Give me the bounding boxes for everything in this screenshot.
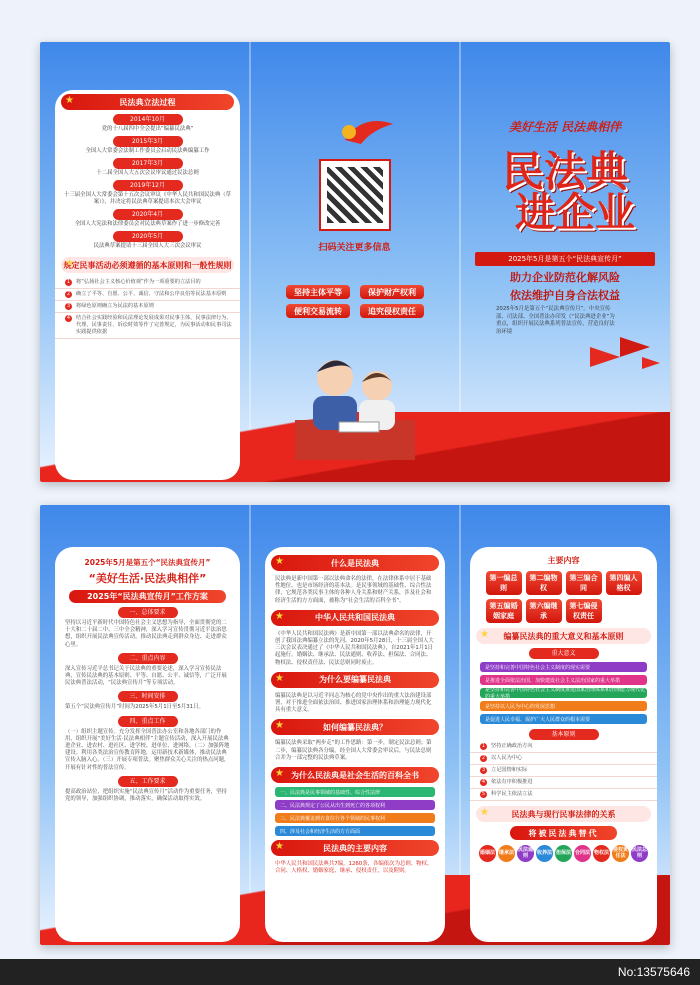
basic-principle (470, 753, 657, 765)
code-part: 第三编合同 (566, 571, 602, 595)
qr-code[interactable] (319, 159, 391, 231)
significance-item: 是坚持和完善中国特色社会主义制度的现实需要 (480, 662, 647, 672)
principle-button[interactable]: 保护财产权利 (360, 285, 424, 299)
replaced-law: 继承法 (498, 845, 515, 862)
cover-middle-panel (250, 42, 459, 482)
code-part: 第七编侵权责任 (566, 599, 602, 623)
principle-item (55, 277, 240, 289)
timeline-item (55, 231, 240, 250)
section-text: 提高政治站位，把组织实施“民法典宣传月”活动作为重要任务，坚持党的领导，加强组织协调，推动落实，确保活动取得实效。 (65, 788, 227, 803)
brochure-inside (40, 505, 670, 945)
principles-label: 基本原则 (529, 729, 599, 740)
cover-title-line1: 民法典 (501, 147, 628, 196)
basic-principle-text: 依法有序积极推进 (491, 779, 533, 785)
timeline (55, 114, 240, 250)
reason-item: 一、民法典是民事领域的基础性、综合性法律 (275, 787, 435, 797)
timeline-text: 十二届全国人大五次会议审议通过民法总则 (96, 170, 199, 176)
timeline-text: 十三届全国人大常委会第十五次会议审议《中华人民共和国民法典（草案）》，并决定将民法典草案提请本次大会审议 (63, 192, 232, 205)
timeline-text: 全国人大宪法和法律委员会对民法典草案作了进一步修改完善 (74, 221, 221, 227)
timeline-item (55, 136, 240, 155)
ribbon-emblem-icon (335, 114, 395, 148)
basic-principle (470, 765, 657, 777)
cover-body-text: 2025年5月是第五个“民法典宣传月”。中央宣传部、司法部、全国普法办印发《“民法典进企业”为重点，组织开展民法典系列普法宣传，营造良好法治环境 (496, 306, 615, 335)
principle-text: 结合社会实践经验和民法理论发展成果对民事主体、民事法律行为、代理、民事责任、诉讼时效等作了完善规定，为民事活动和民事司法实践提供依据 (76, 315, 232, 335)
basic-principle (470, 789, 657, 801)
flags-illustration (580, 327, 660, 407)
principle-item (55, 301, 240, 313)
number-badge-icon: 3 (66, 303, 71, 309)
code-name-header: ★ 中华人民共和国民法典 (271, 610, 439, 626)
replaced-law: 合同法 (574, 845, 591, 862)
section-label: 五、工作要求 (118, 776, 178, 787)
intro-text: 《中华人民共和国民法典》是新中国第一部以法典命名的法律，开创了我国法典编纂立法的先河。2020年5月28日，十三届全国人大三次会议表决通过了《中华人民共和国民法典》，自2021年1月1日起施行。婚姻法、继承法、民法通则、收养法、担保法、合同法、物权法、侵权责任法、民法总则同时废止。 (275, 630, 434, 666)
what-is-header: ★ 什么是民法典 (271, 555, 439, 571)
replaced-law: 侵权责任法 (612, 845, 629, 862)
replaced-banner: 将被民法典替代 (510, 826, 617, 840)
basic-principle (470, 777, 657, 789)
code-part: 第四编人格权 (606, 571, 642, 595)
code-part: 第六编继承 (526, 599, 562, 623)
encyclopedia-header: ★ 为什么民法典是社会生活的百科全书 (271, 767, 439, 783)
replaced-law: 民法总则 (631, 845, 648, 862)
cover-front-panel (460, 42, 670, 482)
section-label: 三、时间安排 (118, 691, 178, 702)
principle-text: 将“弘扬社会主义核心价值观”作为一项重要的立法目的 (76, 279, 201, 285)
number-badge-icon: 3 (481, 767, 486, 773)
number-badge-icon: 5 (481, 791, 486, 797)
number-badge-icon: 2 (481, 755, 486, 761)
principle-buttons (286, 285, 424, 318)
timeline-date: 2020年4月 (113, 209, 183, 220)
reason-item: 四、涉及社会和经济生活的方方面面 (275, 826, 435, 836)
principle-button[interactable]: 便利交易流转 (286, 304, 350, 318)
image-number: No:13575646 (617, 965, 690, 979)
number-badge-icon: 2 (66, 291, 71, 297)
section-text: 深入宣传习近平总书记关于民法典的重要论述，深入学习宣传民法典，宣传民法典的基本原则、平等、自愿、公平、诚信等，广泛开展民法典普法活动，“民法典宣传月”等专项活动。 (65, 665, 227, 687)
intro-text: 编纂民法典是以习近平同志为核心的党中央作出的重大法治建设部署，对于推进全面依法治国、推进国家治理体系和治理能力现代化具有重大意义。 (275, 692, 432, 714)
significance-item: 是推进全面依法治国、加快建设社会主义法治国家的重大举措 (480, 675, 647, 685)
section-label: 一、总体要求 (118, 607, 178, 618)
timeline-text: 全国人大常委会法制工作委员会启动民法典编纂工作 (85, 148, 210, 154)
main-content-card (470, 547, 657, 942)
timeline-date: 2015年3月 (113, 136, 183, 147)
significance-item: 是坚持和完善中国特色社会主义制度推进国家治理体系和治理能力现代化的重大举措 (480, 688, 647, 698)
replaced-law: 收养法 (536, 845, 553, 862)
timeline-text: 党的十八届四中全会提出“编纂民法典” (101, 126, 194, 132)
principle-text: 将绿色原则确立为民法的基本原则 (76, 303, 154, 309)
code-part: 第二编物权 (526, 571, 562, 595)
reason-item: 三、民法典覆盖到衣食住行各个领域的民事权利 (275, 813, 435, 823)
principle-button[interactable]: 坚持主体平等 (286, 285, 350, 299)
replaced-law: 物权法 (593, 845, 610, 862)
number-badge-icon: 4 (66, 315, 71, 321)
cover-subtitle-1: 助力企业防范化解风险 (510, 271, 620, 284)
basic-principle-text: 以人民为中心 (491, 755, 523, 761)
timeline-date: 2017年3月 (113, 158, 183, 169)
timeline-date: 2020年5月 (113, 231, 183, 242)
principle-item (55, 289, 240, 301)
brochure-outside (40, 42, 670, 482)
principle-text: 确立了平等、自愿、公平、诚信、守法和公序良俗等民法基本原则 (76, 291, 227, 297)
intro-text: 编纂民法典采取“两步走”的工作思路：第一步，制定民法总则；第二步，编纂民法典各分编，经全国人大常委会审议后，与民法总则合并为一部完整的民法典草案。 (275, 740, 432, 761)
civil-code-intro-card (265, 547, 445, 942)
legislation-header: ★ 民法典立法过程 (61, 94, 234, 110)
reason-item: 二、民法典规定了公民从出生到死亡的各项权利 (275, 800, 435, 810)
significance-item: 是促进人民幸福、保护广大人民群众的根本需要 (480, 714, 647, 724)
replaced-law: 担保法 (555, 845, 572, 862)
footer-bar (0, 959, 700, 985)
significance-item: 是坚持以人民为中心的发展思想 (480, 701, 647, 711)
principle-button[interactable]: 追究侵权责任 (360, 304, 424, 318)
basic-principle-text: 科学民主依法立法 (491, 791, 533, 797)
legislative-process-card (55, 90, 240, 480)
intro-text: 中华人民共和国民法典共7编，1260条，各编依次为总则、物权、合同、人格权、婚姻家庭、继承、侵权责任，以及附则。 (275, 861, 433, 875)
section-label: 四、重点工作 (118, 716, 178, 727)
timeline-item (55, 180, 240, 206)
cover-title-line2: 进企业 (515, 189, 635, 236)
number-badge-icon: 1 (66, 279, 71, 285)
number-badge-icon: 1 (481, 743, 486, 749)
cover-subtitle-2: 依法维护自身合法权益 (510, 289, 620, 302)
section-text: 第五个“民法典宣传月”时间为2025年5月1日至5月31日。 (65, 704, 204, 711)
basic-principle-text: 立足国情和实际 (491, 767, 528, 773)
section-text: （一）组织主题宣传。充分发挥全国普法办公室和各地各部门的作用，组织开展“美好生活·民法典相伴”主题宣传活动，深入开展民法典进企业、进农村、进社区、进学校、进单位、进网络。（二）加强阵地建设。利用各类法治宣传教育阵地，运用新技术新媒体，推动民法典宣传入脑入心。（三）开展专项普法。聚焦群众关心关注的热点问题，开展有针对性的普法宣传。 (65, 728, 230, 771)
cover-slogan: 美好生活 民法典相伴 (508, 120, 622, 134)
timeline-item (55, 209, 240, 228)
main-content-header: ★ 民法典的主要内容 (271, 840, 439, 856)
code-parts-grid (470, 571, 657, 623)
timeline-date: 2014年10月 (113, 114, 183, 125)
replaced-law: 民法通则 (517, 845, 534, 862)
how-header: ★ 如何编纂民法典？ (271, 719, 439, 735)
people-reading-illustration (295, 330, 415, 460)
intro-text: 民法典是新中国第一部以法典命名的法律，在法律体系中居于基础性地位，也是市场经济的基本法。是民事领域的基础性、综合性法律，它规范各类民事主体的各种人身关系和财产关系，涉及社会和经济生活的方方面面，被称为“社会生活的百科全书”。 (275, 576, 432, 604)
basic-principle (470, 741, 657, 753)
qr-code-pattern (327, 167, 383, 223)
significance-label: 重大意义 (529, 648, 599, 659)
work-plan-card (55, 547, 240, 942)
section-label: 二、重点内容 (118, 653, 178, 664)
basic-principle-text: 坚持正确政治方向 (491, 743, 533, 749)
plan-slogan: “美好生活·民法典相伴” (88, 572, 207, 585)
timeline-item (55, 114, 240, 133)
timeline-text: 民法典草案提请十三届全国人大三次会议审议 (93, 243, 202, 249)
timeline-item (55, 158, 240, 177)
timeline-date: 2019年12月 (113, 180, 183, 191)
plan-header: 2025年“民法典宣传月”工作方案 (69, 590, 226, 603)
cover-ribbon: 2025年5月是第五个“民法典宣传月” (475, 252, 655, 266)
plan-title: 2025年5月是第五个“民法典宣传月” (84, 558, 211, 567)
replaced-laws (470, 843, 657, 864)
significance-header: ★ 编纂民法典的重大意义和基本原则 (476, 628, 651, 644)
principles-header: ★ 规定民事活动必须遵循的基本原则和一般性规则 (61, 257, 234, 273)
replaced-law: 婚姻法 (479, 845, 496, 862)
number-badge-icon: 4 (481, 779, 486, 785)
why-header: ★ 为什么要编纂民法典 (271, 672, 439, 688)
scan-caption: 扫码关注更多信息 (318, 243, 391, 253)
main-content-title: 主要内容 (547, 556, 580, 565)
relation-header: ★ 民法典与现行民事法律的关系 (476, 806, 651, 822)
section-text: 坚持以习近平新时代中国特色社会主义思想为指导，全面贯彻党的二十大和二十届二中、三中全会精神，深入学习宣传贯彻习近平法治思想，组织开展民法典宣传活动，推动民法典走到群众身边、走进群众心里。 (65, 620, 227, 648)
code-part: 第一编总则 (486, 571, 522, 595)
code-part: 第五编婚姻家庭 (486, 599, 522, 623)
principle-item (55, 313, 240, 339)
